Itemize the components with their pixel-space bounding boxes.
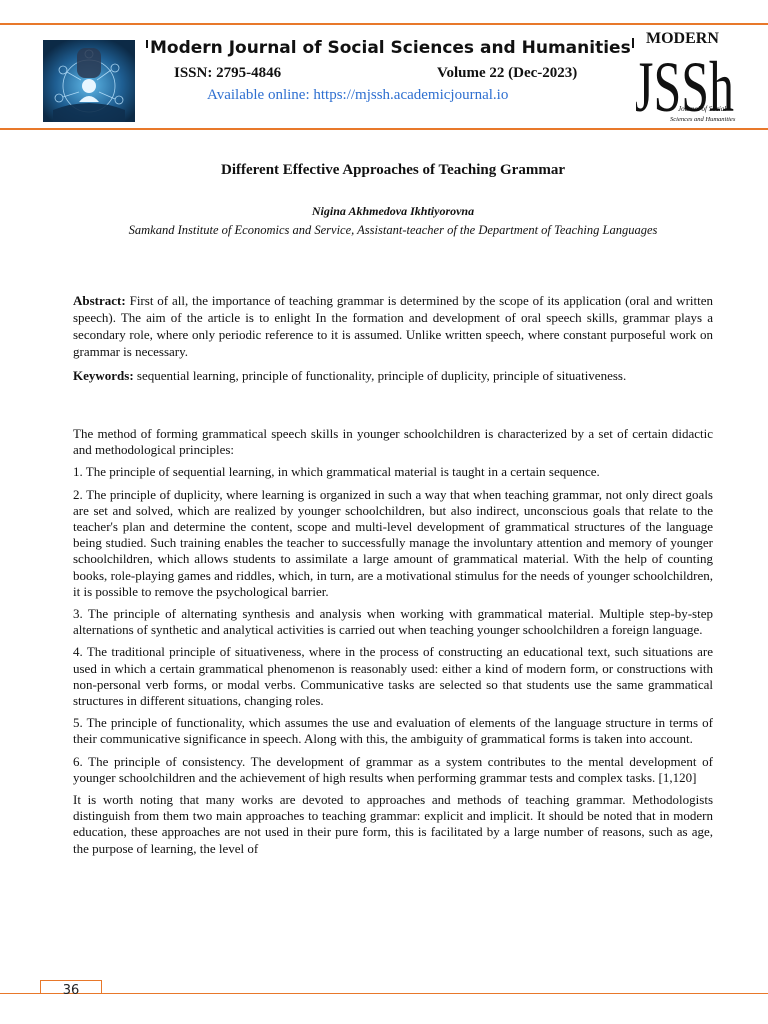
- journal-cover-image: [43, 40, 135, 122]
- body-paragraph: 2. The principle of duplicity, where learning is organized in such a way that when teaching grammar, not only direct goals are set and solved, which are realized by younger schoolchildren, but also indirect, unconscious goals that relate to the teacher's plan and determine the content, scope and multi-level development of grammatical structures of the language being studied. Such training enables the teacher to successfully manage the involuntary attention and memory of younger schoolchildren, which allows students to assimilate a large amount of grammatical material. With the help of counting books, role-playing games and riddles, which, in turn, are a motivational stimulus for the needs of younger schoolchildren, it is possible to remove the psychological barrier.: [73, 486, 713, 599]
- title-mark-left: [146, 40, 148, 48]
- title-mark-right: [632, 38, 634, 48]
- logo-sub-2: Sciences and Humanities: [670, 116, 736, 123]
- keywords-text: sequential learning, principle of functionality, principle of duplicity, principle of situativeness.: [136, 368, 627, 383]
- author-name: Nigina Akhmedova Ikhtiyorovna: [311, 204, 475, 218]
- body-paragraph: 5. The principle of functionality, which assumes the use and evaluation of elements of the language structure in terms of their communicative significance in speech. Along with this, the ambiguity of grammatical forms is taken into account.: [73, 715, 713, 747]
- body-paragraph: It is worth noting that many works are devoted to approaches and methods of teaching grammar. Methodologists distinguish from them two main approaches to teaching grammar: explicit and implicit. It should be noted that in modern education, these approaches are not used in their pure form, this is facilitated by a large number of reasons, such as age, the purpose of learning, the level of: [73, 792, 713, 856]
- article-body: [73, 426, 713, 863]
- body-paragraph: 3. The principle of alternating synthesis and analysis when working with grammatical material. Multiple step-by-step alternations of synthetic and analytical activities is carried out when teaching younger schoolchildren a foreign language.: [73, 606, 713, 638]
- body-paragraph: 6. The principle of consistency. The development of grammar as a system contributes to the mental development of younger schoolchildren and the achievement of high results when performing grammar tests and complex tasks. [1,120]: [73, 753, 713, 785]
- abstract-text: First of all, the importance of teaching grammar is determined by the scope of its application (oral and written speech). The aim of the article is to enlight In the formation and development of oral speech skills, grammar plays a secondary role, where only periodic reference to it is assumed. Unlike written speech, where constant purposeful work on grammar is necessary.: [73, 293, 713, 359]
- online-url[interactable]: Available online: https://mjssh.academicjournal.io: [207, 87, 509, 103]
- body-paragraph: The method of forming grammatical speech skills in younger schoolchildren is characterized by a set of certain didactic and methodological principles:: [73, 426, 713, 458]
- paper-title: Different Effective Approaches of Teaching Grammar: [221, 162, 565, 178]
- abstract: [73, 292, 713, 360]
- header-bottom-rule: [0, 128, 768, 130]
- journal-title: Modern Journal of Social Sciences and Humanities: [150, 38, 631, 58]
- footer-rule: [0, 993, 768, 994]
- issn: ISSN: 2795-4846: [174, 65, 282, 81]
- page-number: 36: [62, 983, 80, 998]
- jssh-logo: [636, 27, 736, 127]
- header-top-rule: [0, 23, 768, 25]
- logo-word-top: MODERN: [646, 30, 719, 47]
- body-paragraph: 4. The traditional principle of situativeness, where in the process of constructing an educational text, such situations are used in which a certain grammatical phenomenon is reasonably used: either a kind of modern form, or constructions with non-personal verb forms, or modal verbs. Communicative tasks are selected so that students use the same grammatical structures in different situations, changing roles.: [73, 644, 713, 709]
- logo-sub-1: Journal of Social: [678, 105, 727, 113]
- keywords: [73, 367, 713, 384]
- logo-letters: JSSh: [636, 47, 734, 127]
- abstract-label: Abstract:: [73, 293, 126, 308]
- author-affiliation: Samkand Institute of Economics and Service, Assistant-teacher of the Department of Teaching Languages: [128, 223, 658, 237]
- body-paragraph: 1. The principle of sequential learning, in which grammatical material is taught in a certain sequence.: [73, 464, 600, 480]
- keywords-label: Keywords:: [73, 368, 134, 383]
- volume-info: Volume 22 (Dec-2023): [437, 65, 578, 81]
